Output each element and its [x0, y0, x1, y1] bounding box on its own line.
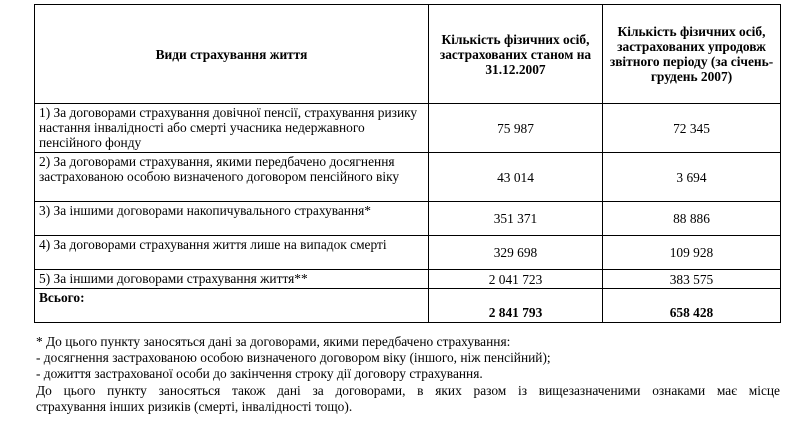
footnote-line: * До цього пункту заносяться дані за договорами, якими передбачено страхування:: [36, 334, 511, 349]
header-insured-on-date: Кількість фізичних осіб, застрахованих станом на 31.12.2007: [429, 5, 603, 104]
row-insured-during-period: 88 886: [603, 202, 781, 236]
header-insured-during-period: Кількість фізичних осіб, застрахованих упродовж звітного періоду (за січень-грудень 2007): [603, 5, 781, 104]
table-row: [35, 202, 781, 236]
header-row: [35, 5, 781, 104]
row-insured-on-date: 43 014: [429, 153, 603, 202]
row-insured-during-period: 3 694: [603, 153, 781, 202]
footnote-line: - дожиття застрахованої особи до закінчення строку дії договору страхування.: [36, 366, 483, 382]
total-label: Всього:: [35, 289, 429, 323]
table-row: [35, 153, 781, 202]
row-insured-on-date: 2 041 723: [429, 270, 603, 289]
table-row: [35, 236, 781, 270]
document: [34, 4, 780, 415]
row-label: 2) За договорами страхування, якими передбачено досягнення застрахованою особою визначеного договором пенсійного віку: [35, 153, 429, 202]
header-insurance-types: Види страхування життя: [35, 5, 429, 104]
life-insurance-table: [34, 4, 781, 323]
row-label: 3) За іншими договорами накопичувального страхування*: [35, 202, 429, 236]
row-label: 1) За договорами страхування довічної пенсії, страхування ризику настання інвалідності або смерті учасника недержавного пенсійного фонду: [35, 104, 429, 153]
row-insured-on-date: 75 987: [429, 104, 603, 153]
table-row: [35, 270, 781, 289]
table-row: [35, 104, 781, 153]
total-insured-on-date: 2 841 793: [429, 289, 603, 323]
row-insured-during-period: 72 345: [603, 104, 781, 153]
row-insured-on-date: 329 698: [429, 236, 603, 270]
footnotes: [36, 334, 780, 415]
row-insured-during-period: 383 575: [603, 270, 781, 289]
row-label: 5) За іншими договорами страхування життя**: [35, 270, 429, 289]
row-label: 4) За договорами страхування життя лише на випадок смерті: [35, 236, 429, 270]
row-insured-during-period: 109 928: [603, 236, 781, 270]
total-row: [35, 289, 781, 323]
row-insured-on-date: 351 371: [429, 202, 603, 236]
footnote-line: страхування інших ризиків (смерті, інвалідності тощо).: [36, 398, 353, 414]
footnote-line: До цього пункту заносяться також дані за договорами, в яких разом із вищезазначеними ознаками має місце: [36, 382, 780, 398]
total-insured-during-period: 658 428: [603, 289, 781, 323]
footnote-line: - досягнення застрахованою особою визначеного договором віку (іншого, ніж пенсійний);: [36, 350, 551, 366]
